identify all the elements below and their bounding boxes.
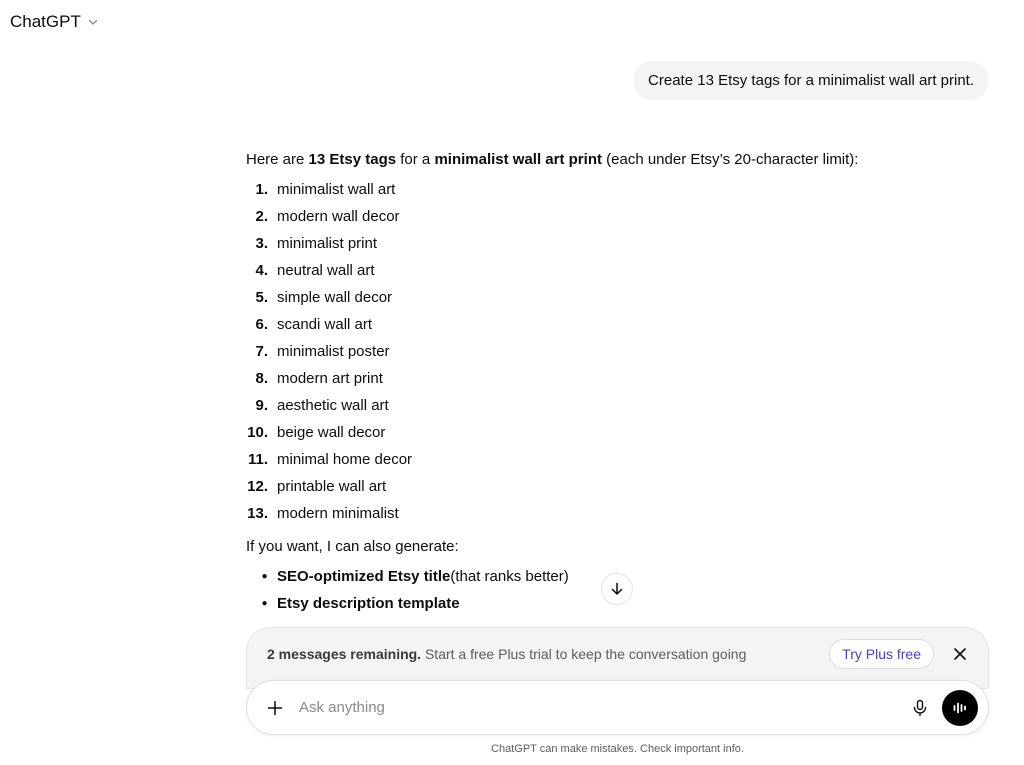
composer-area xyxy=(246,627,989,689)
composer xyxy=(246,680,989,735)
arrow-down-icon xyxy=(609,581,625,597)
bullet-icon: ● xyxy=(261,571,268,582)
user-message: Create 13 Etsy tags for a minimalist wall art print. xyxy=(633,61,989,100)
model-selector[interactable] xyxy=(10,12,99,32)
list-item: 6. scandi wall art xyxy=(255,316,373,333)
chevron-down-icon xyxy=(87,16,99,28)
tag-list xyxy=(246,176,976,527)
assistant-intro: Here are 13 Etsy tags for a minimalist wall art print (each under Etsy’s 20-character limit): xyxy=(246,151,859,168)
model-name: ChatGPT xyxy=(10,12,81,31)
close-notice-button[interactable] xyxy=(950,644,970,664)
microphone-icon xyxy=(912,699,928,717)
assistant-message xyxy=(246,146,976,617)
list-item: 8. modern art print xyxy=(255,370,383,387)
list-item: ● Etsy description template xyxy=(246,590,976,617)
dictate-button[interactable] xyxy=(906,694,934,722)
list-item: 7. minimalist poster xyxy=(255,343,390,360)
list-item: 9. aesthetic wall art xyxy=(255,397,389,414)
scroll-to-bottom-button[interactable] xyxy=(601,573,633,605)
bullet-icon: ● xyxy=(261,598,268,609)
list-item: 5. simple wall decor xyxy=(255,289,393,306)
list-item: 10. beige wall decor xyxy=(247,424,386,441)
voice-mode-icon xyxy=(951,699,969,717)
list-item: 13. modern minimalist xyxy=(247,505,399,522)
list-item: 12. printable wall art xyxy=(247,478,387,495)
disclaimer: ChatGPT can make mistakes. Check important info. xyxy=(491,743,744,755)
list-item: 11. minimal home decor xyxy=(247,451,413,468)
attach-button[interactable] xyxy=(265,698,285,718)
voice-mode-button[interactable] xyxy=(942,690,978,726)
list-item: 1. minimalist wall art xyxy=(255,181,396,198)
plus-icon xyxy=(267,700,283,716)
list-item: 4. neutral wall art xyxy=(255,262,375,279)
list-item: ● SEO-optimized Etsy title (that ranks better) xyxy=(246,563,976,590)
list-item: 2. modern wall decor xyxy=(255,208,400,225)
close-icon xyxy=(953,647,967,661)
list-item: 3. minimalist print xyxy=(255,235,378,252)
followup-text: If you want, I can also generate: xyxy=(246,538,459,555)
notice-text: 2 messages remaining. Start a free Plus trial to keep the conversation going xyxy=(267,646,747,662)
prompt-input[interactable] xyxy=(299,699,906,716)
try-plus-button[interactable]: Try Plus free xyxy=(829,639,934,669)
